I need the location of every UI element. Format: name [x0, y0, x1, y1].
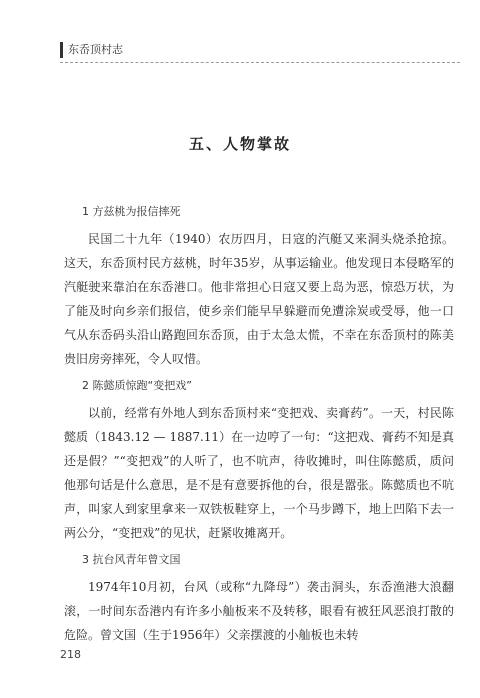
section-2: [64, 374, 454, 545]
section-3: [64, 548, 454, 647]
page-content: [64, 200, 454, 650]
paragraph: 1974年10月初，台风（或称“九降母”）袭击洞头，东岙渔港大浪翻滚，一时间东岙港内有许多小舢板来不及转移，眼看有被狂风恶浪打散的危险。曾文国（生于1956年）父亲摆渡的小舢板也未转: [64, 580, 454, 642]
paragraph: 以前，经常有外地人到东岙顶村来“变把戏、卖膏药”。一天，村民陈懿质（1843.12 — 1887.11）在一边哼了一句：“这把戏、膏药不知是真还是假？”“变把戏”的人听了，也不吭声，待收摊时，叫住陈懿质，质问他那句话是什么意思，是不是有意要拆他的台，很是嚣张。陈懿质也不吭声，叫家人到家里拿来一双铁板鞋穿上，一个马步蹲下，地上凹陷下去一两公分，“变把戏”的见状，赶紧收摊离开。: [64, 406, 454, 540]
section-heading: 1 方兹桃为报信摔死: [82, 205, 181, 218]
section-1: [64, 200, 454, 371]
header-bar: [60, 42, 63, 58]
section-heading: 3 抗台风青年曾文国: [82, 553, 181, 566]
section-heading: 2 陈懿质惊跑“变把戏”: [82, 379, 192, 392]
chapter-title: 五、人物掌故: [188, 135, 291, 153]
page-number: 218: [60, 648, 81, 661]
paragraph: 民国二十九年（1940）农历四月，日寇的汽艇又来洞头烧杀抢掠。这天，东岙顶村民方兹桃，时年35岁，从事运输业。他发现日本侵略军的汽艇驶来靠泊在东岙港口。他非常担心日寇又要上岛为恶，惊恐万状，为了能及时向乡亲们报信，使乡亲们能早早躲避而免遭涂炭或受辱，他一口气从东岙码头沿山路跑回东岙顶，由于太急太慌，不幸在东岙顶村的陈美贵旧房旁摔死，令人叹惜。: [64, 232, 454, 366]
header-title: 东岙顶村志: [68, 43, 123, 56]
running-header: [60, 42, 460, 64]
header-rule: [60, 62, 460, 63]
